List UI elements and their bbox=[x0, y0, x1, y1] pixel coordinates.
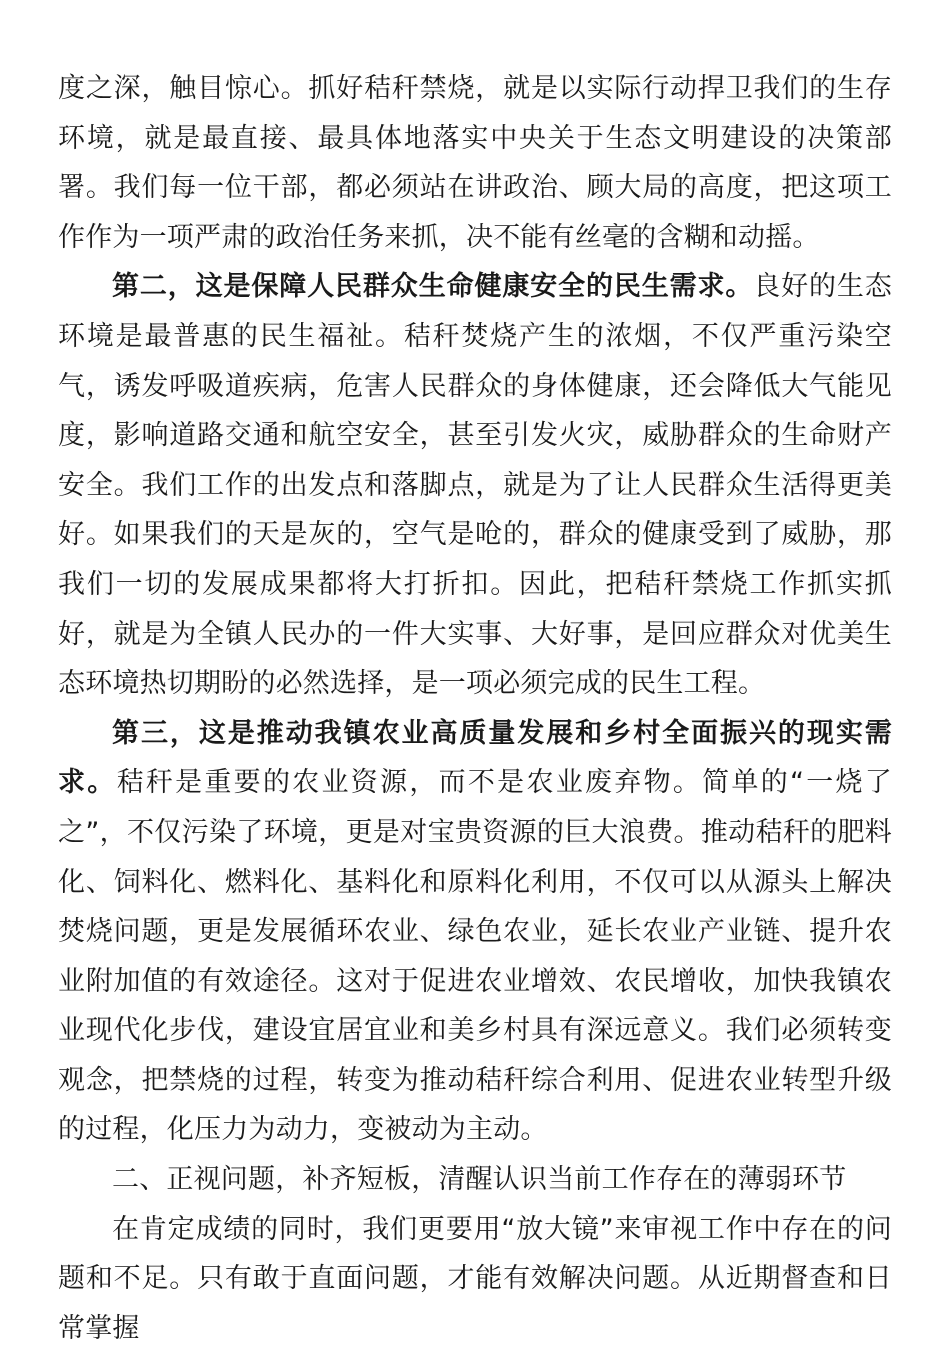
paragraph-text: 良好的生态环境是最普惠的民生福祉。秸秆焚烧产生的浓烟，不仅严重污染空气，诱发呼吸道疾病，危害人民群众的身体健康，还会降低大气能见度，影响道路交通和航空安全，甚至引发火灾，威胁群众的生命财产安全。我们工作的出发点和落脚点，就是为了让人民群众生活得更美好。如果我们的天是灰的，空气是呛的，群众的健康受到了威胁，那我们一切的发展成果都将大打折扣。因此，把秸秆禁烧工作抓实抓好，就是为全镇人民办的一件大实事、大好事，是回应群众对优美生态环境热切期盼的必然选择，是一项必须完成的民生工程。 bbox=[58, 271, 892, 700]
paragraph-intro bbox=[58, 1205, 892, 1353]
paragraph-point-two bbox=[58, 262, 892, 708]
paragraph-lead: 第三，这是推动我镇农业高质量发展和乡村全面振兴的现实需求。 bbox=[58, 717, 892, 799]
document-page bbox=[58, 64, 892, 1353]
paragraph-continuation bbox=[58, 64, 892, 262]
paragraph-point-three bbox=[58, 709, 892, 1155]
paragraph-text: 度之深，触目惊心。抓好秸秆禁烧，就是以实际行动捍卫我们的生存环境，就是最直接、最具体地落实中央关于生态文明建设的决策部署。我们每一位干部，都必须站在讲政治、顾大局的高度，把这项工作作为一项严肃的政治任务来抓，决不能有丝毫的含糊和动摇。 bbox=[58, 73, 892, 253]
paragraph-text: 秸秆是重要的农业资源，而不是农业废弃物。简单的“一烧了之”，不仅污染了环境，更是对宝贵资源的巨大浪费。推动秸秆的肥料化、饲料化、燃料化、基料化和原料化利用，不仅可以从源头上解决焚烧问题，更是发展循环农业、绿色农业，延长农业产业链、提升农业附加值的有效途径。这对于促进农业增效、农民增收，加快我镇农业现代化步伐，建设宜居宜业和美乡村具有深远意义。我们必须转变观念，把禁烧的过程，转变为推动秸秆综合利用、促进农业转型升级的过程，化压力为动力，变被动为主动。 bbox=[58, 767, 892, 1146]
section-heading-text: 二、正视问题，补齐短板，清醒认识当前工作存在的薄弱环节 bbox=[112, 1164, 847, 1196]
paragraph-lead: 第二，这是保障人民群众生命健康安全的民生需求。 bbox=[112, 271, 754, 303]
section-heading bbox=[58, 1155, 892, 1205]
paragraph-text: 在肯定成绩的同时，我们更要用“放大镜”来审视工作中存在的问题和不足。只有敢于直面问题，才能有效解决问题。从近期督查和日常掌握 bbox=[58, 1213, 892, 1344]
